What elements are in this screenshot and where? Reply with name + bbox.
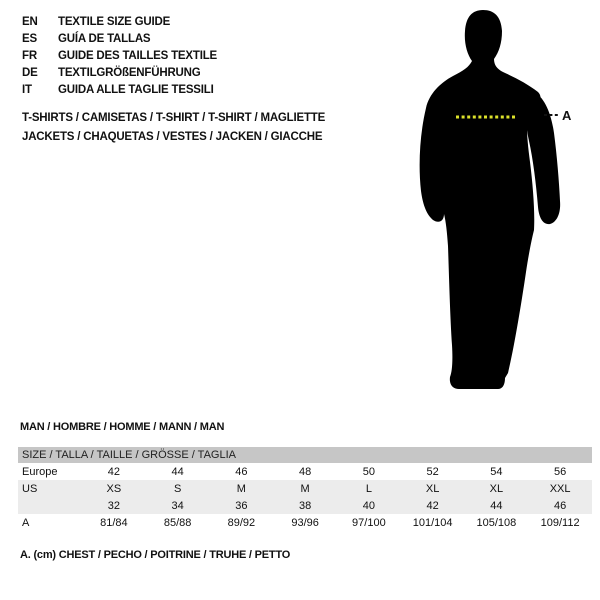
man-silhouette bbox=[420, 10, 541, 389]
table-cell: 105/108 bbox=[476, 516, 517, 529]
language-label: GUÍA DE TALLAS bbox=[58, 32, 151, 45]
language-code: EN bbox=[22, 15, 38, 28]
table-cell: 97/100 bbox=[352, 516, 386, 529]
table-cell: 89/92 bbox=[227, 516, 256, 529]
table-cell: XL bbox=[425, 482, 440, 495]
table-cell: 81/84 bbox=[100, 516, 128, 529]
language-code: DE bbox=[22, 66, 38, 79]
table-cell: 44 bbox=[490, 499, 503, 512]
category-list bbox=[22, 109, 325, 147]
table-cell: XL bbox=[489, 482, 504, 495]
table-cell: 42 bbox=[107, 465, 120, 478]
language-list bbox=[22, 13, 217, 98]
table-cell: M bbox=[300, 482, 310, 495]
language-label: TEXTILGRÖßENFÜHRUNG bbox=[58, 66, 201, 79]
size-table-header: SIZE / TALLA / TAILLE / GRÖSSE / TAGLIA bbox=[18, 447, 592, 463]
table-row-us bbox=[18, 480, 592, 497]
table-cell: 34 bbox=[171, 499, 184, 512]
language-row bbox=[22, 30, 217, 47]
table-cell: 36 bbox=[235, 499, 248, 512]
row-label: A bbox=[22, 516, 30, 529]
section-title-man: MAN / HOMBRE / HOMME / MANN / MAN bbox=[20, 421, 225, 433]
table-cell: 50 bbox=[362, 465, 375, 478]
table-cell: 32 bbox=[107, 499, 120, 512]
category-line: JACKETS / CHAQUETAS / VESTES / JACKEN / GIACCHE bbox=[22, 131, 323, 143]
table-cell: 46 bbox=[554, 499, 567, 512]
table-cell: 48 bbox=[299, 465, 312, 478]
table-cell: XXL bbox=[549, 482, 571, 495]
language-label: GUIDA ALLE TAGLIE TESSILI bbox=[58, 83, 214, 96]
table-cell: XS bbox=[106, 482, 122, 495]
table-cell: 85/88 bbox=[163, 516, 192, 529]
language-code: FR bbox=[22, 49, 37, 62]
language-row bbox=[22, 47, 217, 64]
table-cell: 42 bbox=[426, 499, 439, 512]
table-cell: 44 bbox=[171, 465, 184, 478]
language-code: ES bbox=[22, 32, 37, 45]
man-silhouette-figure bbox=[405, 2, 585, 400]
table-row-chest-a bbox=[18, 514, 592, 531]
table-cell: 52 bbox=[426, 465, 439, 478]
table-cell: 46 bbox=[235, 465, 248, 478]
table-cell: 56 bbox=[554, 465, 567, 478]
table-cell: S bbox=[173, 482, 182, 495]
table-cell: L bbox=[365, 482, 372, 495]
footnote-chest: A. (cm) CHEST / PECHO / POITRINE / TRUHE / PETTO bbox=[20, 549, 291, 561]
language-row bbox=[22, 64, 217, 81]
table-cell: 109/112 bbox=[540, 516, 580, 529]
language-label: GUIDE DES TAILLES TEXTILE bbox=[58, 49, 217, 62]
table-cell: 38 bbox=[299, 499, 312, 512]
table-cell: 101/104 bbox=[412, 516, 453, 529]
table-row-numeric bbox=[18, 497, 592, 514]
size-table bbox=[18, 447, 592, 531]
measure-label-a: A bbox=[562, 108, 572, 123]
language-row bbox=[22, 81, 217, 98]
table-cell: 40 bbox=[362, 499, 375, 512]
language-label: TEXTILE SIZE GUIDE bbox=[58, 15, 171, 28]
row-label: US bbox=[22, 482, 38, 495]
table-row-europe bbox=[18, 463, 592, 480]
category-line: T-SHIRTS / CAMISETAS / T-SHIRT / T-SHIRT / MAGLIETTE bbox=[22, 112, 326, 124]
language-row bbox=[22, 13, 217, 30]
row-label: Europe bbox=[22, 465, 58, 478]
table-cell: 93/96 bbox=[291, 516, 319, 529]
language-code: IT bbox=[22, 83, 32, 96]
table-cell: 54 bbox=[490, 465, 503, 478]
table-cell: M bbox=[236, 482, 246, 495]
